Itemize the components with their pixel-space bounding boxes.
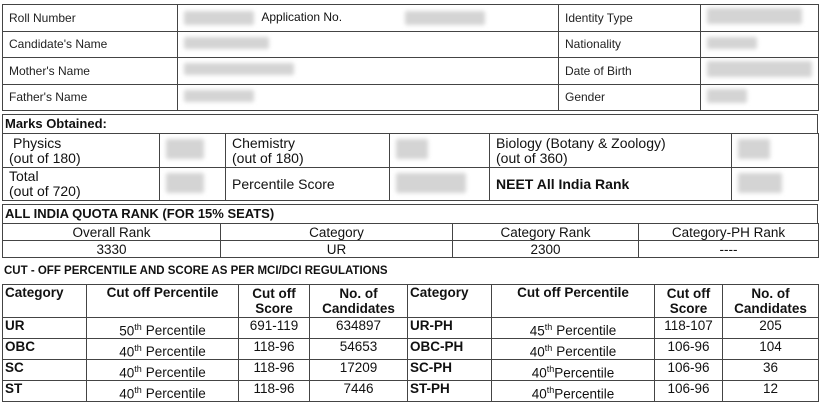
cutoff-percentile-header: Cut off Percentile (87, 285, 239, 318)
cutoff-candidates-header: No. of Candidates (310, 285, 408, 318)
cutoff-candidates: 12 (723, 381, 819, 402)
dob-label: Date of Birth (559, 58, 701, 85)
father-name-value (178, 84, 559, 111)
cutoff-row (3, 339, 819, 360)
cutoff-category: OBC (3, 339, 87, 360)
biology-max: (out of 360) (496, 149, 568, 166)
quota-rank-table (2, 223, 819, 258)
cutoff-score: 106-96 (655, 381, 723, 402)
nationality-value (701, 31, 819, 58)
physics-cell (3, 134, 160, 168)
quota-heading: ALL INDIA QUOTA RANK (FOR 15% SEATS) (2, 204, 818, 224)
cutoff-score: 118-96 (239, 339, 310, 360)
total-cell (3, 168, 160, 201)
rank-label: NEET All India Rank (490, 168, 732, 201)
cutoff-candidates: 36 (723, 360, 819, 381)
cutoff-percentile (87, 339, 239, 360)
percentile-number: 50 (119, 323, 135, 338)
cutoff-category: SC (3, 360, 87, 381)
cutoff-category: SC-PH (408, 360, 492, 381)
physics-redacted (166, 139, 204, 159)
percentile-suffix: th (134, 384, 142, 395)
percentile-suffix: th (134, 321, 142, 332)
biology-label: Biology (Botany & Zoology) (496, 134, 666, 151)
category-ph-rank-value: ---- (639, 241, 819, 258)
dob-value (701, 58, 819, 85)
cutoff-rows (3, 318, 819, 402)
cutoff-candidates: 634897 (310, 318, 408, 339)
percentile-word: Percentile (556, 344, 617, 359)
cutoff-score: 106-96 (655, 339, 723, 360)
overall-rank-value: 3330 (3, 241, 221, 258)
chemistry-redacted (396, 139, 428, 159)
chemistry-max: (out of 180) (232, 149, 304, 166)
category-rank-value: 2300 (453, 241, 639, 258)
biology-score (732, 134, 819, 168)
physics-score (160, 134, 226, 168)
cutoff-score: 106-96 (655, 360, 723, 381)
cutoff-score: 118-96 (239, 360, 310, 381)
cutoff-candidates: 104 (723, 339, 819, 360)
total-redacted (166, 173, 204, 193)
percentile-suffix: th (546, 363, 555, 374)
cutoff-percentile (492, 360, 655, 381)
candidate-name-redacted (184, 37, 269, 49)
percentile-suffix: th (134, 363, 142, 374)
cutoff-candidates-ph-header: No. of Candidates (723, 285, 819, 318)
percentile-suffix: th (544, 342, 553, 353)
percentile-word: Percentile (145, 323, 206, 338)
percentile-word: Percentile (145, 344, 206, 359)
mother-name-value (178, 58, 559, 85)
rank-value (732, 168, 819, 201)
cutoff-row (3, 318, 819, 339)
identity-type-redacted (707, 8, 802, 24)
roll-application-cell (178, 5, 559, 32)
cutoff-category: OBC-PH (408, 339, 492, 360)
father-name-label: Father's Name (3, 84, 178, 111)
percentile-number: 40 (119, 386, 135, 401)
chemistry-label: Chemistry (232, 134, 296, 151)
cutoff-table (2, 284, 819, 402)
percentile-number: 40 (529, 344, 545, 359)
total-label: Total (9, 168, 39, 184)
percentile-word: Percentile (556, 323, 617, 338)
gender-value (701, 84, 819, 111)
percentile-suffix: th (134, 342, 142, 353)
candidate-name-label: Candidate's Name (3, 31, 178, 58)
candidate-info-table (2, 4, 819, 111)
cutoff-score-header: Cut off Score (239, 285, 310, 318)
cutoff-candidates: 7446 (310, 381, 408, 402)
cutoff-row (3, 360, 819, 381)
rank-redacted (738, 173, 782, 193)
cutoff-score-ph-header: Cut off Score (655, 285, 723, 318)
application-no-label: Application No. (261, 10, 343, 25)
percentile-word: Percentile (554, 386, 615, 401)
percentile-number: 40 (119, 365, 135, 380)
cutoff-percentile (492, 318, 655, 339)
cutoff-score: 118-107 (655, 318, 723, 339)
cutoff-percentile (492, 339, 655, 360)
candidate-name-value (178, 31, 559, 58)
cutoff-candidates: 205 (723, 318, 819, 339)
percentile-suffix: th (544, 321, 553, 332)
percentile-word: Percentile (554, 365, 615, 380)
roll-number-label: Roll Number (3, 5, 178, 32)
total-score (160, 168, 226, 201)
percentile-number: 40 (531, 386, 547, 401)
category-value: UR (221, 241, 453, 258)
category-rank-header: Category Rank (453, 224, 639, 241)
nationality-redacted (707, 37, 757, 49)
identity-type-value (701, 5, 819, 32)
cutoff-score: 118-96 (239, 381, 310, 402)
percentile-word: Percentile (145, 386, 206, 401)
cutoff-percentile (87, 360, 239, 381)
percentile-word: Percentile (145, 365, 206, 380)
physics-label: Physics (13, 134, 62, 151)
physics-max: (out of 180) (9, 149, 81, 166)
chemistry-score (390, 134, 490, 168)
cutoff-category: ST (3, 381, 87, 402)
biology-redacted (738, 139, 770, 159)
cutoff-category: UR-PH (408, 318, 492, 339)
category-header: Category (221, 224, 453, 241)
overall-rank-header: Overall Rank (3, 224, 221, 241)
cutoff-percentile (87, 318, 239, 339)
cutoff-percentile (87, 381, 239, 402)
chemistry-cell (226, 134, 390, 168)
cutoff-percentile-ph-header: Cut off Percentile (492, 285, 655, 318)
marks-heading: Marks Obtained: (2, 114, 818, 134)
cutoff-score: 691-119 (239, 318, 310, 339)
dob-redacted (707, 61, 812, 77)
percentile-redacted (396, 173, 466, 193)
application-no-redacted (405, 11, 485, 25)
cutoff-category: ST-PH (408, 381, 492, 402)
cutoff-category: UR (3, 318, 87, 339)
marks-table (2, 133, 819, 201)
cutoff-heading: CUT - OFF PERCENTILE AND SCORE AS PER MCI/DCI REGULATIONS (4, 265, 388, 277)
roll-number-redacted (184, 11, 254, 25)
percentile-score (390, 168, 490, 201)
category-ph-rank-header: Category-PH Rank (639, 224, 819, 241)
mother-name-redacted (184, 63, 294, 75)
nationality-label: Nationality (559, 31, 701, 58)
biology-cell (490, 134, 732, 168)
gender-redacted (707, 89, 747, 103)
cutoff-candidates: 17209 (310, 360, 408, 381)
gender-label: Gender (559, 84, 701, 111)
identity-type-label: Identity Type (559, 5, 701, 32)
mother-name-label: Mother's Name (3, 58, 178, 85)
cutoff-candidates: 54653 (310, 339, 408, 360)
percentile-number: 45 (529, 323, 545, 338)
father-name-redacted (184, 90, 254, 102)
percentile-number: 40 (119, 344, 135, 359)
percentile-number: 40 (531, 365, 547, 380)
total-max: (out of 720) (9, 183, 81, 199)
cutoff-row (3, 381, 819, 402)
percentile-label: Percentile Score (226, 168, 390, 201)
cutoff-category-header: Category (3, 285, 87, 318)
percentile-suffix: th (546, 384, 555, 395)
cutoff-category-ph-header: Category (408, 285, 492, 318)
cutoff-percentile (492, 381, 655, 402)
